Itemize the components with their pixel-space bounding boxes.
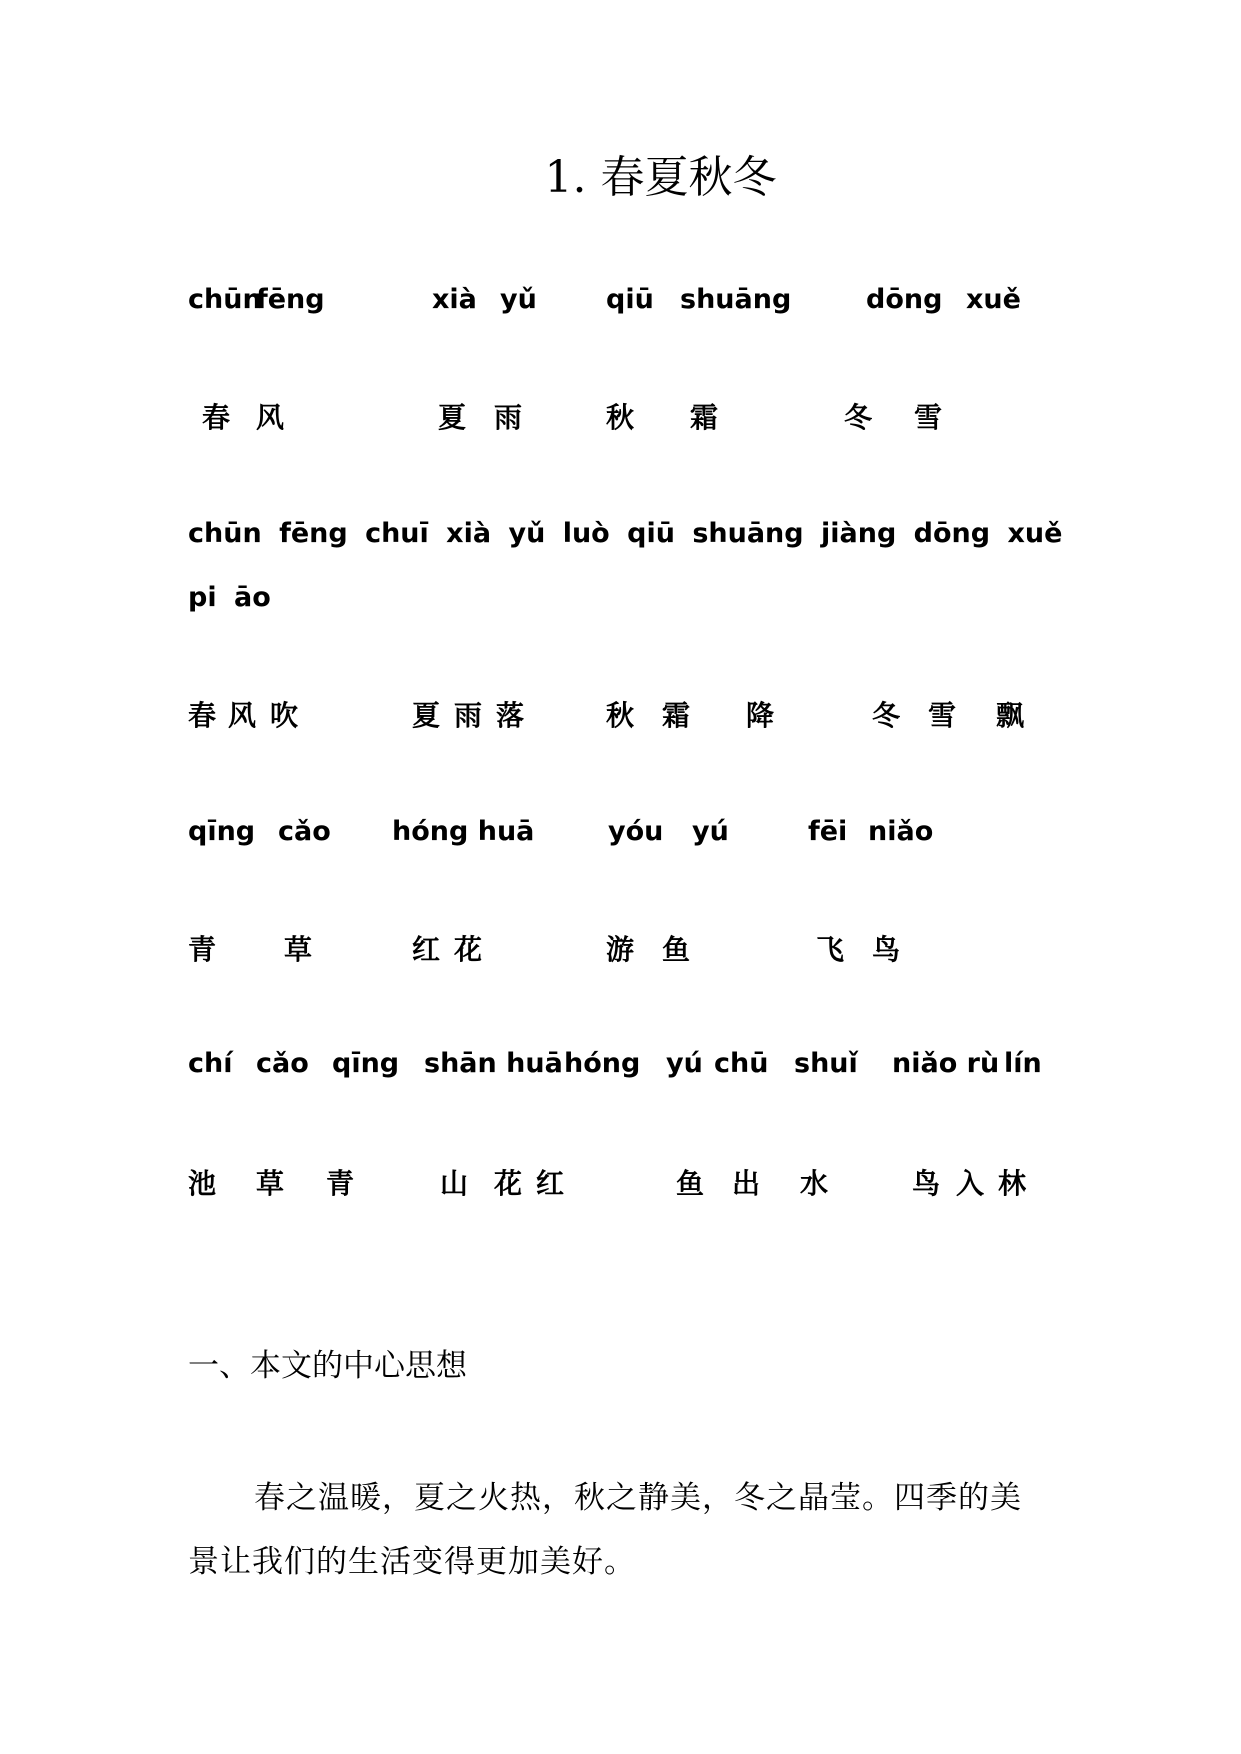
pinyin-token: cǎo bbox=[256, 1048, 309, 1079]
hanzi-token: 雪 bbox=[928, 699, 957, 732]
hanzi-token: 花 bbox=[454, 933, 483, 966]
pinyin-token: qīng bbox=[188, 816, 256, 847]
pinyin-token: lín bbox=[1004, 1048, 1042, 1079]
hanzi-token: 出 bbox=[732, 1167, 761, 1200]
hanzi-token: 林 bbox=[998, 1167, 1027, 1200]
section-body-paragraph: 春之温暖，夏之火热，秋之静美，冬之晶莹。四季的美景让我们的生活变得更加美好。 bbox=[188, 1480, 1022, 1580]
pinyin-token: chūn bbox=[188, 284, 262, 315]
hanzi-token: 鸟 bbox=[912, 1167, 941, 1200]
pinyin-token: qiū bbox=[606, 284, 654, 315]
hanzi-token: 冬 bbox=[872, 699, 901, 732]
hanzi-token: 飘 bbox=[996, 699, 1025, 732]
pinyin-row-2: chūn fēng chuī xià yǔ luò qiū shuāng jiàng dōng xuě pi āo bbox=[188, 518, 1063, 613]
hanzi-token: 风 bbox=[256, 401, 285, 434]
hanzi-token: 入 bbox=[956, 1167, 985, 1200]
pinyin-token: shuāng bbox=[680, 284, 792, 315]
pinyin-token: shuǐ bbox=[794, 1048, 858, 1079]
hanzi-token: 游 bbox=[606, 933, 635, 966]
hanzi-token: 池 bbox=[188, 1167, 217, 1200]
pinyin-token: fēng bbox=[256, 284, 325, 315]
hanzi-token: 青 bbox=[188, 933, 217, 966]
pinyin-token: yǔ bbox=[500, 284, 537, 315]
hanzi-token: 雨 bbox=[494, 401, 523, 434]
hanzi-token: 红 bbox=[412, 933, 441, 966]
hanzi-token: 落 bbox=[496, 699, 525, 732]
pinyin-row-3 bbox=[0, 812, 1241, 852]
hanzi-token: 飞 bbox=[816, 933, 845, 966]
hanzi-token: 鱼 bbox=[676, 1167, 705, 1200]
hanzi-token: 风 bbox=[228, 699, 257, 732]
hanzi-token: 草 bbox=[284, 933, 313, 966]
hanzi-token: 花 bbox=[494, 1167, 523, 1200]
pinyin-row-4 bbox=[0, 1044, 1241, 1084]
hanzi-token: 霜 bbox=[690, 401, 719, 434]
hanzi-token: 冬 bbox=[844, 401, 873, 434]
pinyin-token: niǎo rù bbox=[892, 1048, 1000, 1079]
pinyin-row-1 bbox=[0, 280, 1241, 320]
hanzi-token: 霜 bbox=[662, 699, 691, 732]
hanzi-token: 夏 bbox=[438, 401, 467, 434]
hanzi-token: 夏 bbox=[412, 699, 441, 732]
pinyin-token: dōng bbox=[866, 284, 943, 315]
pinyin-token: xuě bbox=[966, 284, 1021, 315]
hanzi-token: 春 bbox=[188, 699, 217, 732]
hanzi-row-3 bbox=[0, 930, 1241, 970]
hanzi-token: 红 bbox=[536, 1167, 565, 1200]
hanzi-row-4 bbox=[0, 1164, 1241, 1204]
hanzi-token: 雪 bbox=[914, 401, 943, 434]
hanzi-token: 山 bbox=[440, 1167, 469, 1200]
pinyin-token: yóu bbox=[608, 816, 664, 847]
pinyin-token: fēi bbox=[808, 816, 848, 847]
pinyin-token: yú bbox=[666, 1048, 703, 1079]
pinyin-token: hóng bbox=[564, 1048, 641, 1079]
pinyin-token: niǎo bbox=[868, 816, 934, 847]
pinyin-token: hóng huā bbox=[392, 816, 535, 847]
hanzi-token: 鱼 bbox=[662, 933, 691, 966]
pinyin-token: shān huā bbox=[424, 1048, 563, 1079]
hanzi-token: 鸟 bbox=[872, 933, 901, 966]
hanzi-token: 青 bbox=[326, 1167, 355, 1200]
hanzi-token: 春 bbox=[202, 401, 231, 434]
section-heading: 一、本文的中心思想 bbox=[188, 1348, 467, 1384]
lesson-title: 1. 春夏秋冬 bbox=[544, 152, 777, 203]
pinyin-token: xià bbox=[432, 284, 477, 315]
hanzi-token: 雨 bbox=[454, 699, 483, 732]
pinyin-token: chū bbox=[714, 1048, 769, 1079]
hanzi-token: 秋 bbox=[606, 401, 635, 434]
hanzi-row-1 bbox=[0, 398, 1241, 438]
hanzi-token: 草 bbox=[256, 1167, 285, 1200]
pinyin-token: chí bbox=[188, 1048, 233, 1079]
hanzi-token: 降 bbox=[746, 699, 775, 732]
hanzi-token: 秋 bbox=[606, 699, 635, 732]
pinyin-token: qīng bbox=[332, 1048, 400, 1079]
hanzi-row-2 bbox=[0, 696, 1241, 736]
hanzi-token: 吹 bbox=[270, 699, 299, 732]
pinyin-token: cǎo bbox=[278, 816, 331, 847]
hanzi-token: 水 bbox=[800, 1167, 829, 1200]
pinyin-token: yú bbox=[692, 816, 729, 847]
